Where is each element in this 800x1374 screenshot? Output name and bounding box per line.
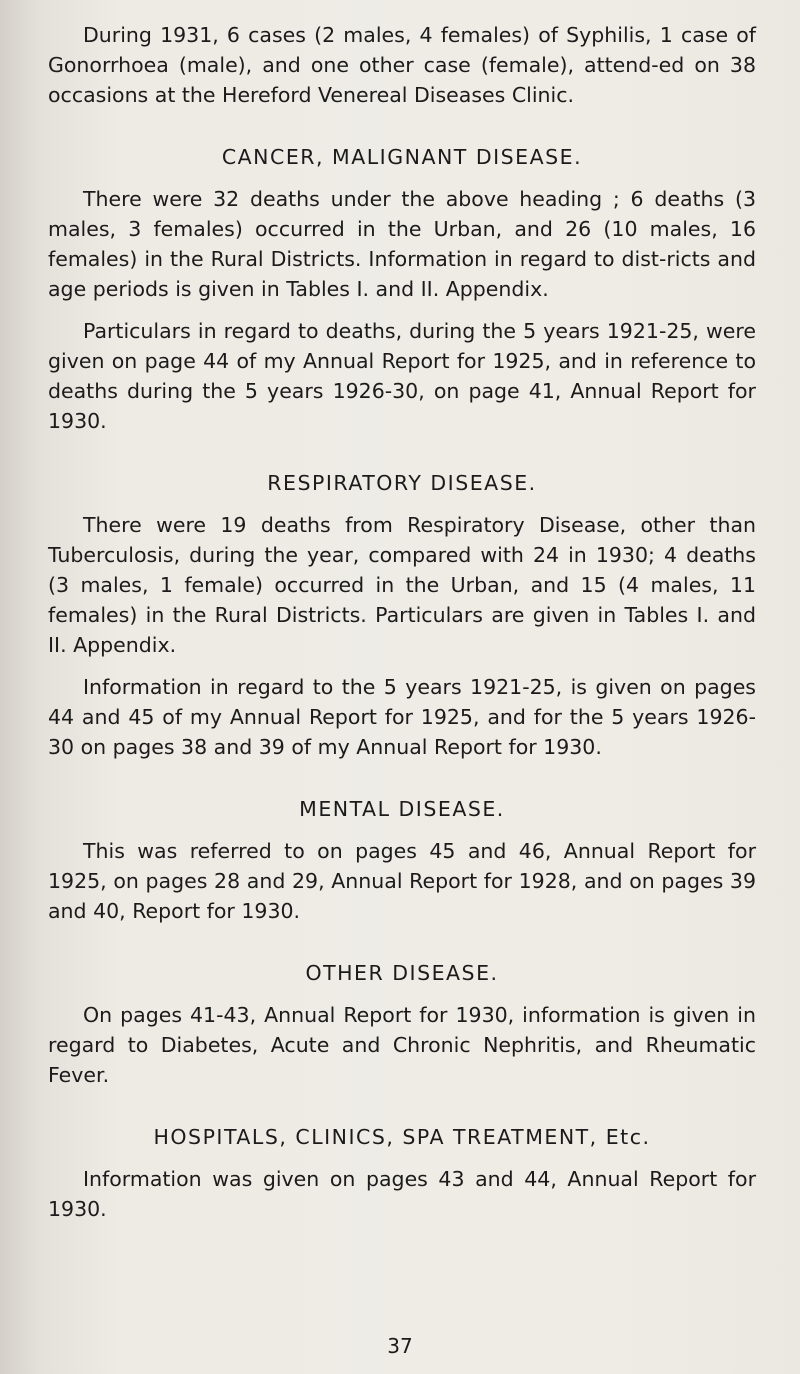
heading-cancer: CANCER, MALIGNANT DISEASE. <box>221 145 583 169</box>
page-number: 37 <box>387 1334 413 1358</box>
intro-paragraph: During 1931, 6 cases (2 males, 4 females) of Syphilis, 1 case of Gonorrhoea (male), and one other case (female), attend-ed on 38 occasions at the Hereford Venereal Diseases Clinic. <box>48 23 756 107</box>
cancer-paragraph-2: Particulars in regard to deaths, during the 5 years 1921-25, were given on page 44 of my Annual Report for 1925, and in reference to deaths during the 5 years 1926-30, on page 41, Annual Report for 1930. <box>48 319 756 433</box>
mental-paragraph-1: This was referred to on pages 45 and 46, Annual Report for 1925, on pages 28 and 29, Annual Report for 1928, and on pages 39 and 40, Report for 1930. <box>48 839 756 923</box>
hospitals-paragraph-1: Information was given on pages 43 and 44, Annual Report for 1930. <box>48 1167 756 1221</box>
page-content <box>48 20 756 1224</box>
other-paragraph-1: On pages 41-43, Annual Report for 1930, information is given in regard to Diabetes, Acute and Chronic Nephritis, and Rheumatic Fever. <box>48 1003 756 1087</box>
heading-hospitals: HOSPITALS, CLINICS, SPA TREATMENT, Etc. <box>153 1125 651 1149</box>
respiratory-paragraph-1: There were 19 deaths from Respiratory Disease, other than Tuberculosis, during the year, compared with 24 in 1930; 4 deaths (3 males, 1 female) occurred in the Urban, and 15 (4 males, 11 females) in the Rural Districts. Particulars are given in Tables I. and II. Appendix. <box>48 513 756 657</box>
cancer-paragraph-1: There were 32 deaths under the above heading ; 6 deaths (3 males, 3 females) occurred in the Urban, and 26 (10 males, 16 females) in the Rural Districts. Information in regard to dist-ricts and age periods is given in Tables I. and II. Appendix. <box>48 187 756 301</box>
respiratory-paragraph-2: Information in regard to the 5 years 1921-25, is given on pages 44 and 45 of my Annual Report for 1925, and for the 5 years 1926-30 on pages 38 and 39 of my Annual Report for 1930. <box>48 675 756 759</box>
heading-respiratory: RESPIRATORY DISEASE. <box>267 471 537 495</box>
heading-other: OTHER DISEASE. <box>305 961 499 985</box>
heading-mental: MENTAL DISEASE. <box>299 797 505 821</box>
